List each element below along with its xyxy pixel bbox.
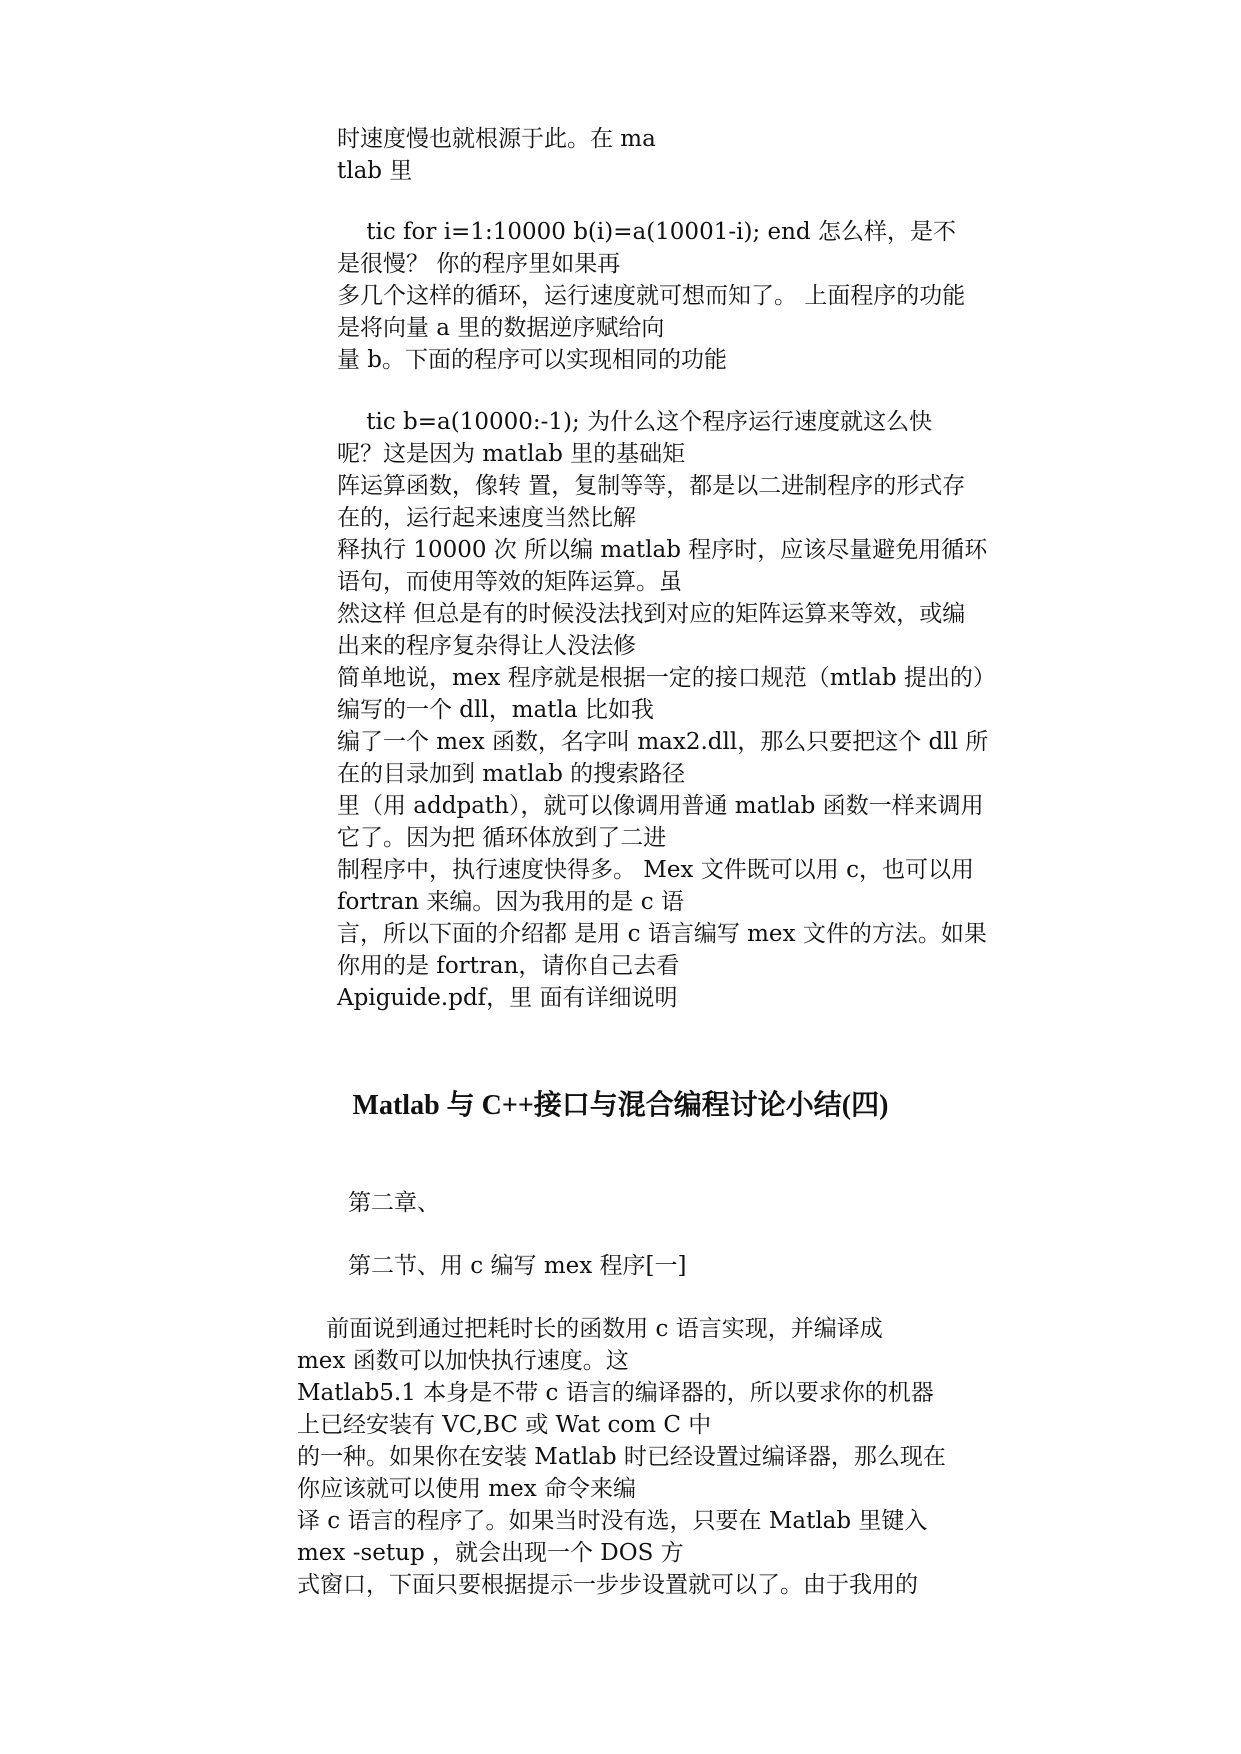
paragraph-line: 制程序中，执行速度快得多。 Mex 文件既可以用 c，也可以用 (337, 857, 974, 883)
paragraph-line: 在的目录加到 matlab 的搜索路径 (337, 761, 686, 787)
paragraph-line: Apiguide.pdf，里 面有详细说明 (337, 985, 678, 1011)
paragraph-line: fortran 来编。因为我用的是 c 语 (337, 889, 684, 915)
paragraph-line: 译 c 语言的程序了。如果当时没有选，只要在 Matlab 里键入 (297, 1508, 928, 1534)
paragraph-line: 多几个这样的循环，运行速度就可想而知了。 上面程序的功能 (337, 283, 966, 309)
paragraph-line: mex 函数可以加快执行速度。这 (297, 1348, 629, 1374)
paragraph-line: 上已经安装有 VC,BC 或 Wat com C 中 (297, 1412, 712, 1438)
paragraph-line: 里（用 addpath），就可以像调用普通 matlab 函数一样来调用 (337, 793, 984, 819)
paragraph-line: 编了一个 mex 函数，名字叫 max2.dll，那么只要把这个 dll 所 (337, 729, 989, 755)
paragraph-line: 是将向量 a 里的数据逆序赋给向 (337, 315, 665, 341)
document-title: Matlab 与 C++接口与混合编程讨论小结(四) (352, 1090, 889, 1121)
paragraph-line: 你用的是 fortran，请你自己去看 (337, 953, 680, 979)
paragraph-line: tic for i=1:10000 b(i)=a(10001-i); end 怎么样，是不 (337, 219, 956, 245)
paragraph-line: 言，所以下面的介绍都 是用 c 语言编写 mex 文件的方法。如果 (337, 921, 987, 947)
paragraph-line: 编写的一个 dll，matla 比如我 (337, 697, 654, 723)
chapter-heading: 第二章、 (348, 1190, 440, 1216)
paragraph-line: 的一种。如果你在安装 Matlab 时已经设置过编译器，那么现在 (297, 1444, 946, 1470)
paragraph-line: 在的，运行起来速度当然比解 (337, 505, 636, 531)
paragraph-line: tlab 里 (337, 158, 413, 184)
paragraph-line: 语句，而使用等效的矩阵运算。虽 (337, 569, 682, 595)
paragraph-line: 时速度慢也就根源于此。在 ma (337, 126, 656, 152)
paragraph-line: 简单地说，mex 程序就是根据一定的接口规范（mtlab 提出的） (337, 665, 996, 691)
paragraph-line: 是很慢？ 你的程序里如果再 (337, 251, 621, 277)
paragraph-line: 量 b。下面的程序可以实现相同的功能 (337, 347, 728, 373)
paragraph-line: mex -setup ，就会出现一个 DOS 方 (297, 1540, 684, 1566)
paragraph-line: 你应该就可以使用 mex 命令来编 (297, 1476, 637, 1502)
paragraph-line: 前面说到通过把耗时长的函数用 c 语言实现，并编译成 (297, 1316, 883, 1342)
paragraph-line: Matlab5.1 本身是不带 c 语言的编译器的，所以要求你的机器 (297, 1380, 934, 1406)
section-heading: 第二节、用 c 编写 mex 程序[一] (348, 1253, 687, 1279)
paragraph-line: 释执行 10000 次 所以编 matlab 程序时，应该尽量避免用循环 (337, 537, 988, 563)
paragraph-line: 它了。因为把 循环体放到了二进 (337, 825, 667, 851)
paragraph-line: 式窗口，下面只要根据提示一步步设置就可以了。由于我用的 (297, 1572, 918, 1598)
paragraph-line: 然这样 但总是有的时候没法找到对应的矩阵运算来等效，或编 (337, 601, 966, 627)
paragraph-line: 出来的程序复杂得让人没法修 (337, 633, 636, 659)
paragraph-line: tic b=a(10000:-1); 为什么这个程序运行速度就这么快 (337, 409, 933, 435)
paragraph-line: 呢？这是因为 matlab 里的基础矩 (337, 441, 686, 467)
paragraph-line: 阵运算函数，像转 置，复制等等，都是以二进制程序的形式存 (337, 473, 966, 499)
